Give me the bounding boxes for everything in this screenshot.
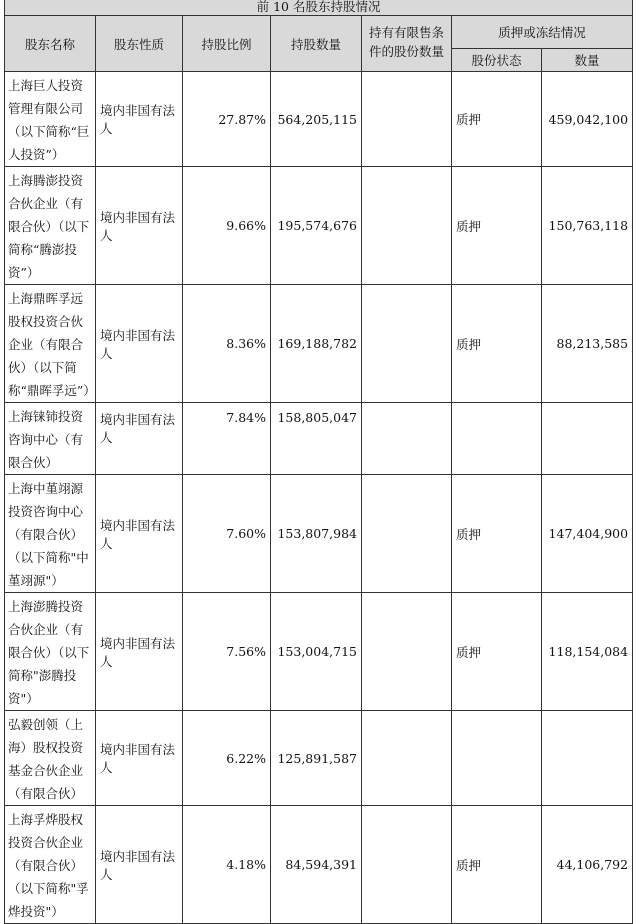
restricted-shares bbox=[362, 593, 452, 711]
shareholder-nature: 境内非国有法人 bbox=[96, 711, 183, 806]
holding-ratio: 27.87% bbox=[183, 72, 271, 167]
restricted-shares bbox=[362, 285, 452, 403]
shareholder-name: 弘毅创领（上海）股权投资基金合伙企业（有限合伙） bbox=[5, 711, 96, 806]
pledge-status: 质押 bbox=[452, 167, 542, 285]
pledge-quantity: 147,404,900 bbox=[542, 475, 633, 593]
header-restricted: 持有有限售条件的股份数量 bbox=[362, 16, 452, 72]
holding-quantity: 84,594,391 bbox=[271, 806, 362, 924]
table-row bbox=[5, 806, 633, 924]
pledge-quantity: 459,042,100 bbox=[542, 72, 633, 167]
shareholder-nature: 境内非国有法人 bbox=[96, 167, 183, 285]
holding-ratio: 7.60% bbox=[183, 475, 271, 593]
holding-ratio: 6.22% bbox=[183, 711, 271, 806]
shareholder-nature: 境内非国有法人 bbox=[96, 806, 183, 924]
table-title: 前 10 名股东持股情况 bbox=[5, 0, 633, 16]
pledge-status: 质押 bbox=[452, 285, 542, 403]
pledge-status: 质押 bbox=[452, 72, 542, 167]
pledge-quantity: 88,213,585 bbox=[542, 285, 633, 403]
shareholder-name: 上海鼎晖孚远股权投资合伙企业（有限合伙）（以下简称“鼎晖孚远”） bbox=[5, 285, 96, 403]
pledge-status: 质押 bbox=[452, 593, 542, 711]
pledge-status bbox=[452, 403, 542, 475]
table-row bbox=[5, 167, 633, 285]
shareholder-name: 上海澎腾投资合伙企业（有限合伙）（以下简称"澎腾投资"） bbox=[5, 593, 96, 711]
holding-ratio: 7.84% bbox=[183, 403, 271, 475]
pledge-quantity: 150,763,118 bbox=[542, 167, 633, 285]
holding-quantity: 125,891,587 bbox=[271, 711, 362, 806]
header-pledge-quantity: 数量 bbox=[542, 49, 633, 72]
table-row bbox=[5, 72, 633, 167]
shareholder-nature: 境内非国有法人 bbox=[96, 593, 183, 711]
table-row bbox=[5, 593, 633, 711]
pledge-status: 质押 bbox=[452, 475, 542, 593]
table-row bbox=[5, 711, 633, 806]
header-pledge-status: 股份状态 bbox=[452, 49, 542, 72]
shareholder-table bbox=[4, 0, 633, 924]
pledge-status bbox=[452, 711, 542, 806]
shareholder-name: 上海中堇翊源投资咨询中心（有限合伙）（以下简称"中堇翊源"） bbox=[5, 475, 96, 593]
shareholder-nature: 境内非国有法人 bbox=[96, 72, 183, 167]
holding-quantity: 564,205,115 bbox=[271, 72, 362, 167]
table-row bbox=[5, 475, 633, 593]
holding-quantity: 158,805,047 bbox=[271, 403, 362, 475]
pledge-status: 质押 bbox=[452, 806, 542, 924]
holding-ratio: 9.66% bbox=[183, 167, 271, 285]
restricted-shares bbox=[362, 72, 452, 167]
restricted-shares bbox=[362, 711, 452, 806]
restricted-shares bbox=[362, 806, 452, 924]
holding-quantity: 169,188,782 bbox=[271, 285, 362, 403]
shareholder-name: 上海孚烨股权投资合伙企业（有限合伙）（以下简称"孚烨投资"） bbox=[5, 806, 96, 924]
shareholder-nature: 境内非国有法人 bbox=[96, 403, 183, 475]
pledge-quantity bbox=[542, 711, 633, 806]
holding-ratio: 4.18% bbox=[183, 806, 271, 924]
shareholder-name: 上海巨人投资管理有限公司（以下简称“巨人投资”） bbox=[5, 72, 96, 167]
table-row bbox=[5, 403, 633, 475]
shareholder-name: 上海腾澎投资合伙企业（有限合伙）（以下简称“腾澎投资”） bbox=[5, 167, 96, 285]
pledge-quantity: 44,106,792 bbox=[542, 806, 633, 924]
header-quantity: 持股数量 bbox=[271, 16, 362, 72]
table-row bbox=[5, 285, 633, 403]
restricted-shares bbox=[362, 475, 452, 593]
shareholder-nature: 境内非国有法人 bbox=[96, 285, 183, 403]
holding-quantity: 153,807,984 bbox=[271, 475, 362, 593]
header-ratio: 持股比例 bbox=[183, 16, 271, 72]
pledge-quantity: 118,154,084 bbox=[542, 593, 633, 711]
header-pledge-group: 质押或冻结情况 bbox=[452, 16, 633, 49]
holding-quantity: 153,004,715 bbox=[271, 593, 362, 711]
shareholder-nature: 境内非国有法人 bbox=[96, 475, 183, 593]
restricted-shares bbox=[362, 403, 452, 475]
holding-quantity: 195,574,676 bbox=[271, 167, 362, 285]
header-nature: 股东性质 bbox=[96, 16, 183, 72]
pledge-quantity bbox=[542, 403, 633, 475]
holding-ratio: 8.36% bbox=[183, 285, 271, 403]
restricted-shares bbox=[362, 167, 452, 285]
header-name: 股东名称 bbox=[5, 16, 96, 72]
shareholder-name: 上海铼铈投资咨询中心（有限合伙） bbox=[5, 403, 96, 475]
holding-ratio: 7.56% bbox=[183, 593, 271, 711]
